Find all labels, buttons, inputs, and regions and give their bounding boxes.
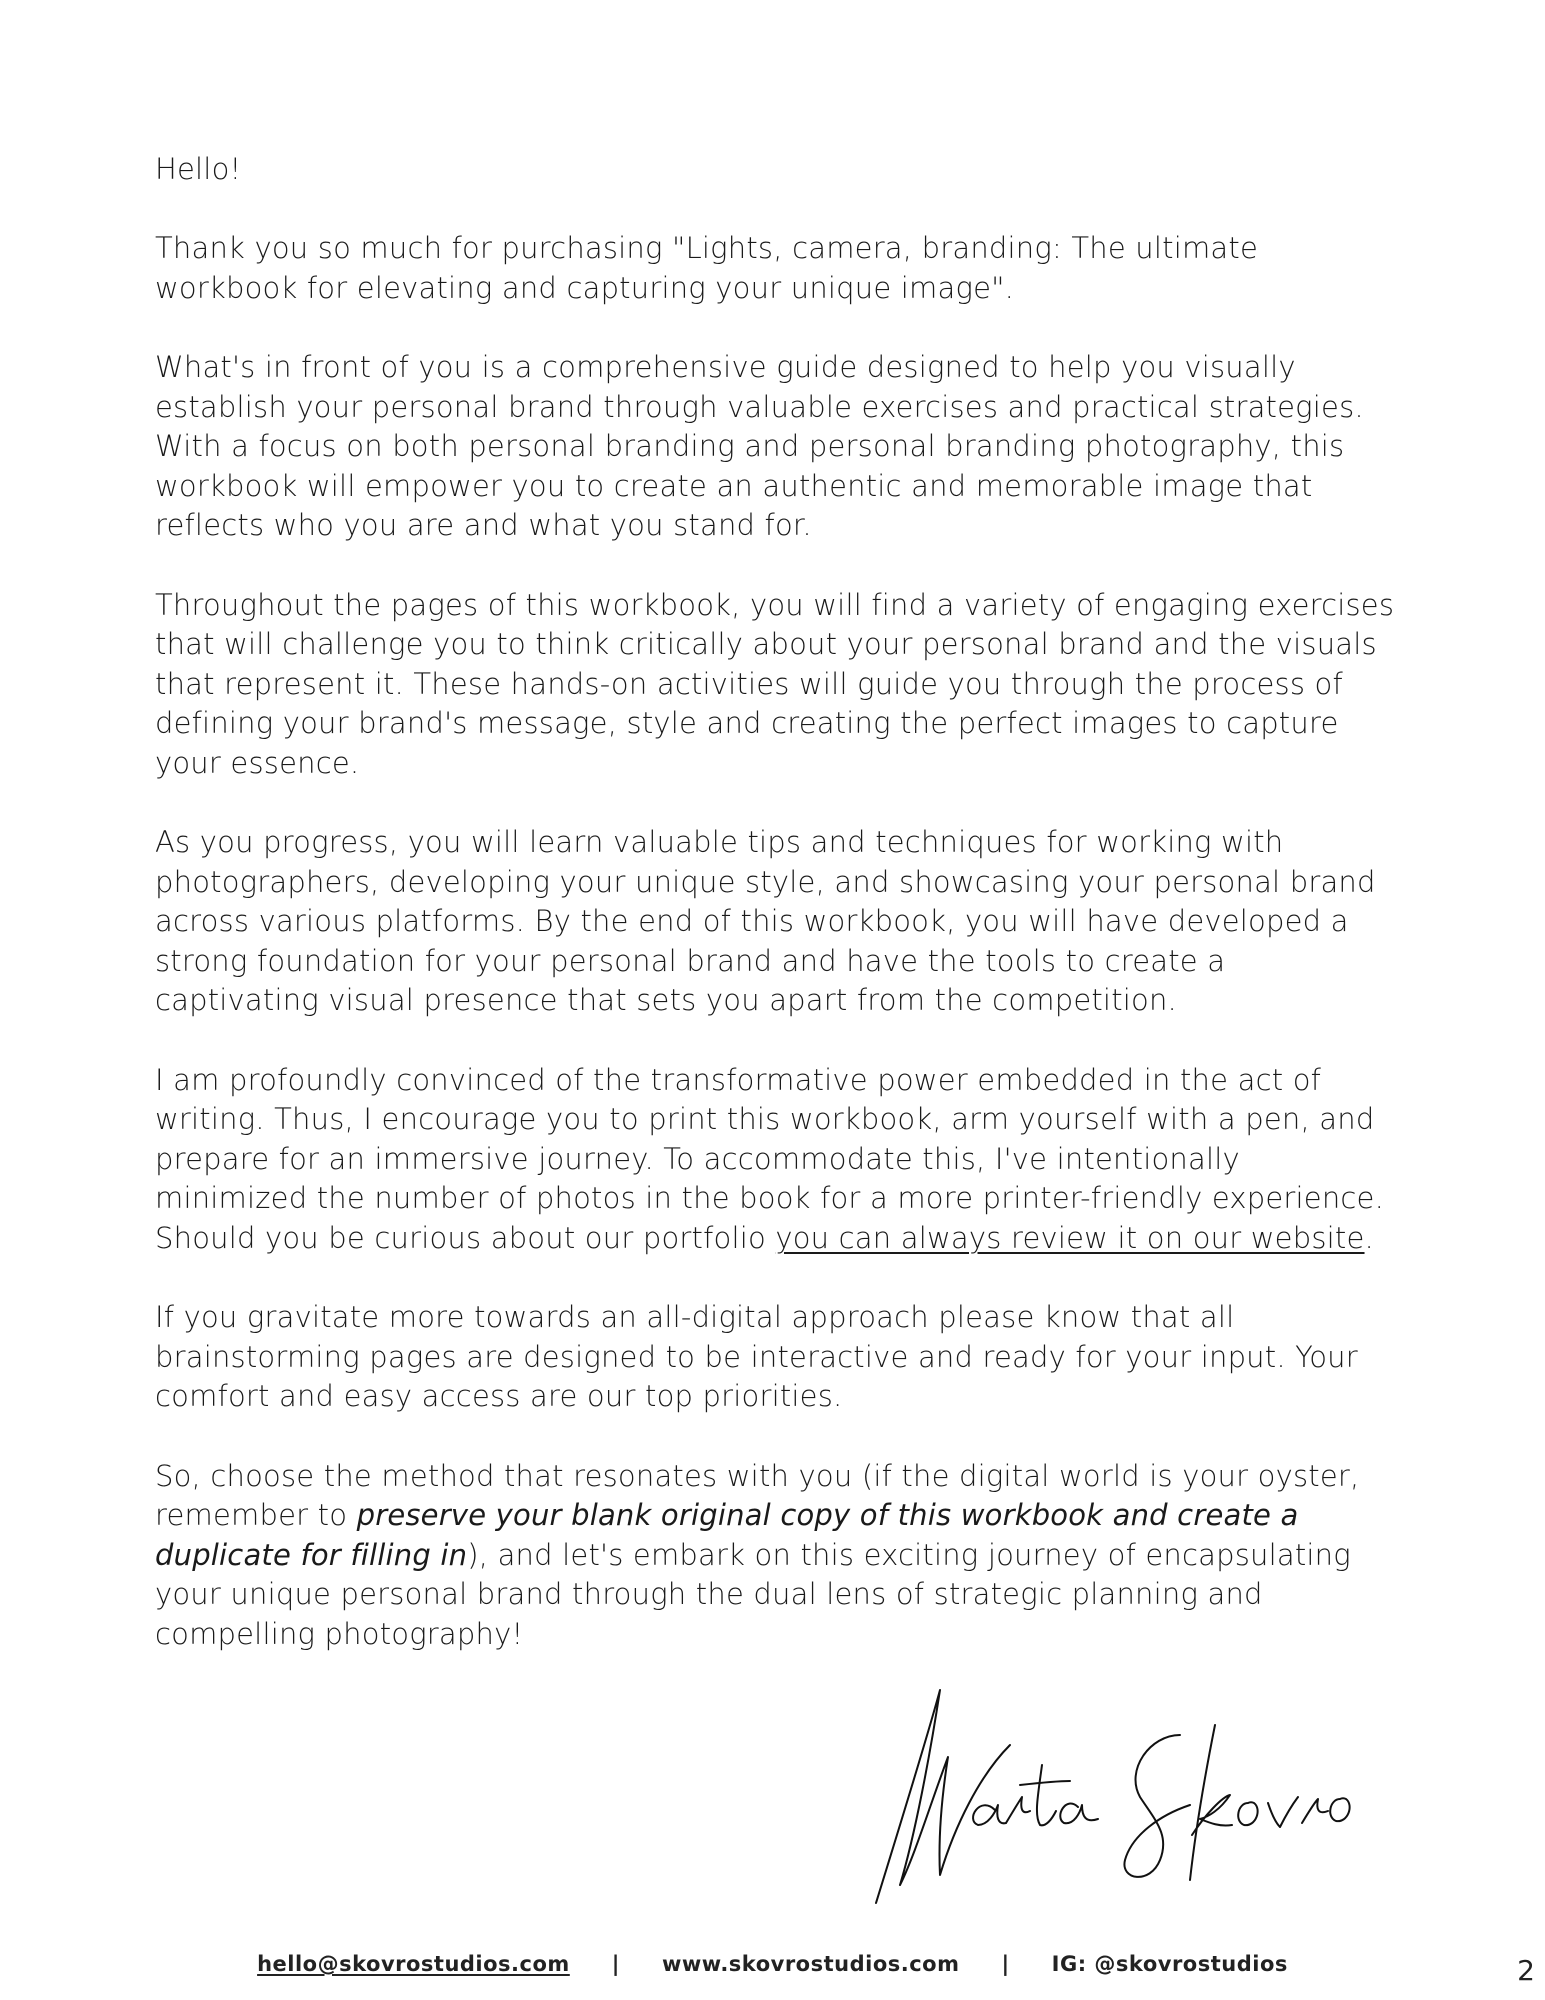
footer-separator: | bbox=[611, 1952, 620, 1976]
paragraph-1: Thank you so much for purchasing "Lights, camera, branding: The ultimate workbook for elevating and capturing your unique image". bbox=[155, 231, 1258, 305]
letter-body bbox=[155, 150, 1395, 1694]
paragraph-5-text: I am profoundly convinced of the transformative power embedded in the act of writing. Thus, I encourage you to print this workbook, arm yourself with a pen, and prepare for an immersive journey. To accommodate this, I've intentionally minimized the number of photos in the book for a more printer-friendly experience. Should you be curious about our portfolio bbox=[155, 1062, 1385, 1256]
signature-stroke-o1 bbox=[1238, 1802, 1257, 1825]
footer-email-link[interactable]: hello@skovrostudios.com bbox=[257, 1952, 570, 1976]
paragraph-7-start: So, choose the method that resonates with you (if the digital world is your oyster, remember to bbox=[155, 1458, 1360, 1533]
paragraph-7-end: ), and let's embark on this exciting journey of encapsulating your unique personal brand through the dual lens of strategic planning and compelling photography! bbox=[155, 1537, 1351, 1651]
footer-instagram-handle[interactable]: IG: @skovrostudios bbox=[1051, 1952, 1288, 1976]
signature-stroke-r2 bbox=[1302, 1799, 1328, 1823]
paragraph-6: If you gravitate more towards an all-digital approach please know that all brainstorming pages are designed to be interactive and ready for your input. Your comfort and easy access are our top priorities. bbox=[155, 1300, 1358, 1414]
paragraph-7-italic: preserve your blank original copy of this workbook and create a duplicate for filling in bbox=[155, 1498, 1299, 1572]
signature-stroke-a1 bbox=[973, 1805, 1006, 1825]
signature-stroke-t bbox=[1020, 1765, 1070, 1825]
paragraph-4: As you progress, you will learn valuable tips and techniques for working with photographers, developing your unique style, and showcasing your personal brand across various platforms. By the end of this workbook, you will have developed a strong foundation for your personal brand and have the tools to create a captivating visual presence that sets you apart from the competition. bbox=[155, 825, 1376, 1018]
signature-stroke-m bbox=[876, 1690, 1010, 1903]
signature-stroke-a2 bbox=[1060, 1803, 1098, 1823]
signature-image bbox=[870, 1685, 1380, 1910]
footer-separator: | bbox=[1001, 1952, 1010, 1976]
greeting: Hello! bbox=[155, 152, 242, 186]
signature-stroke-r bbox=[1006, 1797, 1030, 1823]
paragraph-3: Throughout the pages of this workbook, you will find a variety of engaging exercises that will challenge you to think critically about your personal brand and the visuals that represent it. These hands-on activities will guide you through the process of defining your brand's message, style and creating the perfect images to capture your essence. bbox=[155, 587, 1395, 780]
signature-stroke-s bbox=[1124, 1735, 1190, 1877]
paragraph-5 bbox=[155, 1061, 1395, 1259]
paragraph-5-end: . bbox=[1364, 1221, 1374, 1256]
signature-stroke-k bbox=[1190, 1725, 1232, 1880]
footer-website-link[interactable]: www.skovrostudios.com bbox=[661, 1952, 960, 1976]
paragraph-2: What's in front of you is a comprehensive guide designed to help you visually establish your personal brand through valuable exercises and practical strategies. With a focus on both personal branding and personal branding photography, this workbook will empower you to create an authentic and memorable image that reflects who you are and what you stand for. bbox=[155, 349, 1364, 543]
page-number: 2 bbox=[1517, 1954, 1535, 1987]
footer bbox=[0, 1952, 1545, 1976]
paragraph-7 bbox=[155, 1457, 1395, 1655]
signature-stroke-o2 bbox=[1330, 1798, 1349, 1821]
signature-stroke-v bbox=[1268, 1797, 1298, 1827]
portfolio-link[interactable]: you can always review it on our website bbox=[775, 1221, 1365, 1256]
